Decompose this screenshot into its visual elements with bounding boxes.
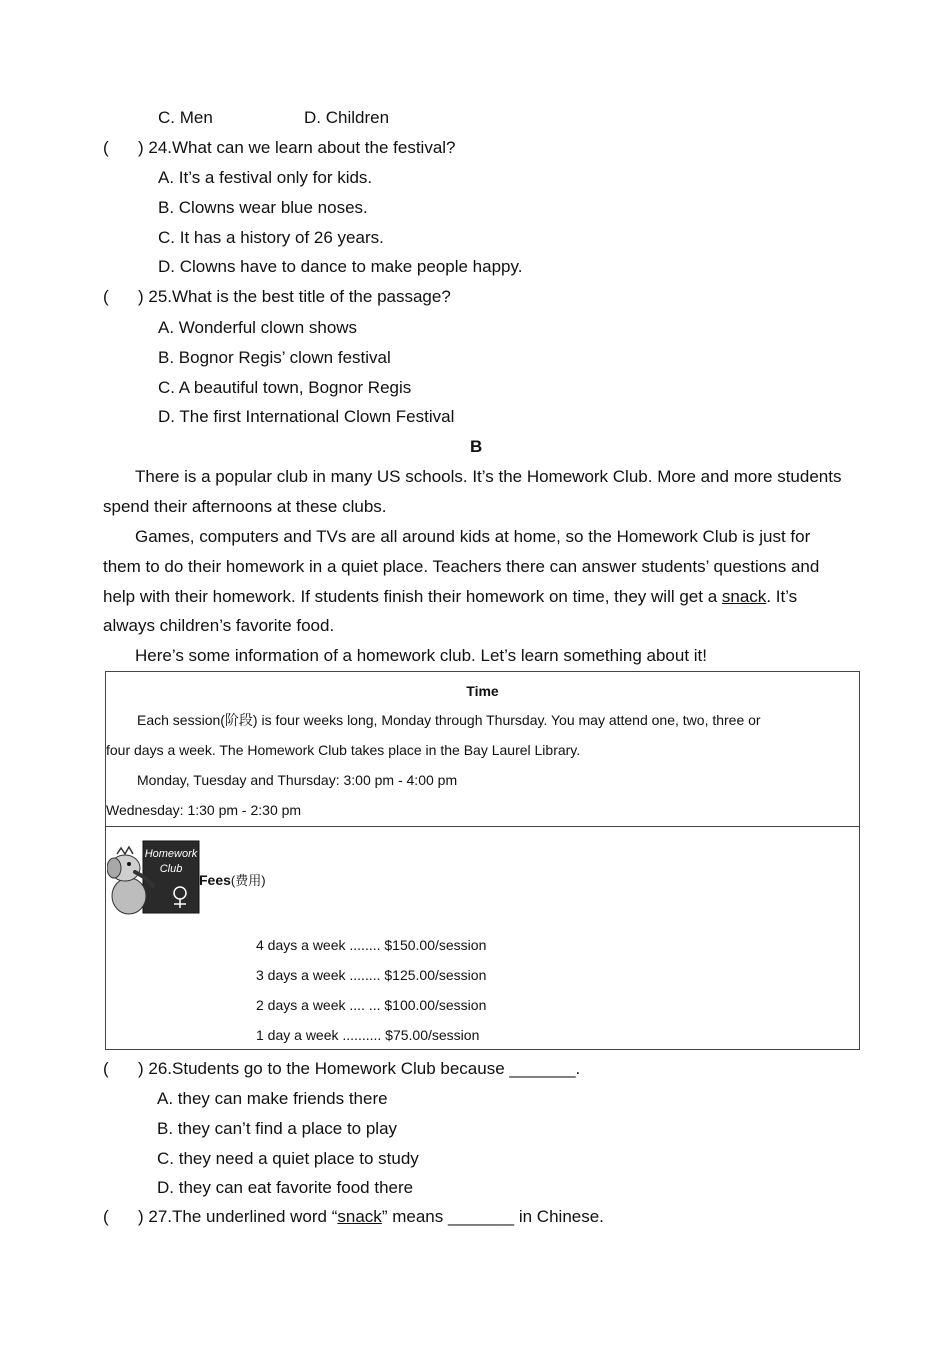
elephant-chalkboard-icon bbox=[107, 838, 201, 918]
fee-row-1-day: 1 day a week .......... $75.00/session bbox=[256, 1027, 480, 1043]
q27-stem-start: ) 27.The underlined word “ bbox=[138, 1207, 338, 1226]
homework-club-clipart bbox=[107, 838, 201, 918]
time-line-4: Wednesday: 1:30 pm - 2:30 pm bbox=[106, 802, 302, 818]
q26-answer-paren: ( bbox=[103, 1059, 109, 1078]
q24-option-d: D. Clowns have to dance to make people happy. bbox=[158, 257, 523, 276]
passage-b-p2-line3-end: . It’s bbox=[766, 587, 798, 606]
info-box-divider bbox=[105, 826, 860, 827]
q24-stem: ) 24.What can we learn about the festival? bbox=[138, 138, 456, 157]
time-line-3: Monday, Tuesday and Thursday: 3:00 pm - 4:00 pm bbox=[137, 772, 458, 788]
fees-note: (费用) bbox=[230, 873, 266, 888]
time-line-1: Each session(阶段) is four weeks long, Monday through Thursday. You may attend one, two, three or bbox=[137, 712, 761, 728]
passage-b-p3: Here’s some information of a homework club. Let’s learn something about it! bbox=[135, 646, 707, 665]
q25-answer-paren: ( bbox=[103, 287, 109, 306]
q24-option-c: C. It has a history of 26 years. bbox=[158, 228, 384, 247]
q24-answer-paren: ( bbox=[103, 138, 109, 157]
passage-b-p1-line1: There is a popular club in many US schools. It’s the Homework Club. More and more students bbox=[135, 467, 842, 486]
q27-stem bbox=[138, 1206, 604, 1228]
q27-snack-word: snack bbox=[337, 1207, 382, 1226]
clipart-text-homework: Homework bbox=[144, 848, 198, 860]
fee-row-3-days: 3 days a week ........ $125.00/session bbox=[256, 967, 487, 983]
q24-option-b: B. Clowns wear blue noses. bbox=[158, 198, 368, 217]
q23-option-d: D. Children bbox=[304, 108, 390, 127]
q25-option-b: B. Bognor Regis’ clown festival bbox=[158, 348, 391, 367]
passage-b-p2-line4: always children’s favorite food. bbox=[103, 616, 335, 635]
q27-answer-paren: ( bbox=[103, 1207, 109, 1226]
passage-b-p1-line2: spend their afternoons at these clubs. bbox=[103, 497, 387, 516]
q26-option-d: D. they can eat favorite food there bbox=[157, 1178, 414, 1197]
q24-option-a: A. It’s a festival only for kids. bbox=[158, 168, 373, 187]
passage-b-p2-line3 bbox=[103, 586, 797, 608]
q26-option-a: A. they can make friends there bbox=[157, 1089, 388, 1108]
clipart-text-club: Club bbox=[159, 863, 183, 875]
q26-option-c: C. they need a quiet place to study bbox=[157, 1149, 419, 1168]
passage-b-p2-line3-start: help with their homework. If students finish their homework on time, they will get a bbox=[103, 587, 722, 606]
fees-label bbox=[199, 871, 266, 890]
time-line-2: four days a week. The Homework Club takes place in the Bay Laurel Library. bbox=[106, 742, 581, 758]
q26-option-b: B. they can’t find a place to play bbox=[157, 1119, 398, 1138]
time-heading: Time bbox=[466, 683, 499, 699]
q25-option-d: D. The first International Clown Festival bbox=[158, 407, 455, 426]
q26-stem: ) 26.Students go to the Homework Club because _______. bbox=[138, 1059, 581, 1078]
fee-row-4-days: 4 days a week ........ $150.00/session bbox=[256, 937, 487, 953]
fees-heading: Fees bbox=[199, 872, 231, 888]
passage-b-p2-line2: them to do their homework in a quiet place. Teachers there can answer students’ questions and bbox=[103, 557, 820, 576]
q25-option-a: A. Wonderful clown shows bbox=[158, 318, 358, 337]
fee-row-2-days: 2 days a week .... ... $100.00/session bbox=[256, 997, 487, 1013]
q25-stem: ) 25.What is the best title of the passage? bbox=[138, 287, 451, 306]
q25-option-c: C. A beautiful town, Bognor Regis bbox=[158, 378, 412, 397]
passage-b-p2-line1: Games, computers and TVs are all around kids at home, so the Homework Club is just for bbox=[135, 527, 811, 546]
q23-option-c: C. Men bbox=[158, 108, 213, 127]
snack-underlined-word: snack bbox=[721, 587, 767, 606]
q27-stem-end: ” means _______ in Chinese. bbox=[381, 1207, 604, 1226]
passage-b-heading: B bbox=[470, 437, 483, 456]
